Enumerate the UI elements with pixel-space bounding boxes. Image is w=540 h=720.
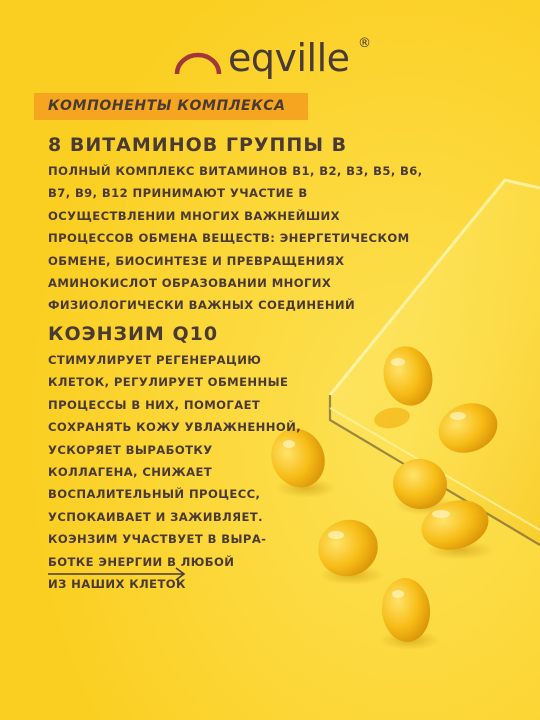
text-line: В7, В9, В12 ПРИНИМАЮТ УЧАСТИЕ В — [48, 186, 308, 201]
section1-text — [48, 160, 423, 317]
text-line: ПРОЦЕССЫ В НИХ, ПОМОГАЕТ — [48, 397, 261, 412]
registered-mark: ® — [358, 36, 371, 51]
text-line: УСКОРЯЕТ ВЫРАБОТКУ — [48, 442, 213, 457]
text-line: СТИМУЛИРУЕТ РЕГЕНЕРАЦИЮ — [48, 353, 262, 367]
text-line: СОХРАНЯТЬ КОЖУ УВЛАЖНЕННОЙ, — [48, 420, 302, 435]
logo-arc-icon — [174, 50, 222, 76]
section-banner — [34, 93, 308, 120]
text-line: КОЭНЗИМ УЧАСТВУЕТ В ВЫРА- — [48, 532, 267, 547]
text-line: КЛЕТОК, РЕГУЛИРУЕТ ОБМЕННЫЕ — [48, 375, 289, 390]
text-line: АМИНОКИСЛОТ ОБРАЗОВАНИИ МНОГИХ — [48, 276, 332, 291]
section2-title: КОЭНЗИМ Q10 — [48, 323, 219, 345]
section2-text — [48, 349, 301, 595]
text-line: БОТКЕ ЭНЕРГИИ В ЛЮБОЙ — [48, 554, 235, 569]
section1-title: 8 ВИТАМИНОВ ГРУППЫ В — [48, 134, 348, 156]
text-line: ОСУЩЕСТВЛЕНИИ МНОГИХ ВАЖНЕЙШИХ — [48, 208, 340, 223]
text-line: ВОСПАЛИТЕЛЬНЫЙ ПРОЦЕСС, — [48, 487, 261, 502]
text-line: ИЗ НАШИХ КЛЕТОК — [48, 577, 186, 592]
brand-logo — [174, 36, 384, 86]
text-line: ФИЗИОЛОГИЧЕСКИ ВАЖНЫХ СОЕДИНЕНИЙ — [48, 298, 356, 313]
text-line: ОБМЕНЕ, БИОСИНТЕЗЕ И ПРЕВРАЩЕНИЯХ — [48, 253, 345, 268]
text-line: ПОЛНЫЙ КОМПЛЕКС ВИТАМИНОВ В1, В2, В3, В5, В6, — [48, 164, 423, 178]
text-line: КОЛЛАГЕНА, СНИЖАЕТ — [48, 465, 213, 480]
arrow-right-icon — [48, 565, 188, 583]
text-line: ПРОЦЕССОВ ОБМЕНА ВЕЩЕСТВ: ЭНЕРГЕТИЧЕСКОМ — [48, 231, 410, 246]
banner-label: КОМПОНЕНТЫ КОМПЛЕКСА — [48, 98, 286, 114]
brand-name: eqville — [228, 36, 350, 80]
text-line: УСПОКАИВАЕТ И ЗАЖИВЛЯЕТ. — [48, 509, 263, 524]
